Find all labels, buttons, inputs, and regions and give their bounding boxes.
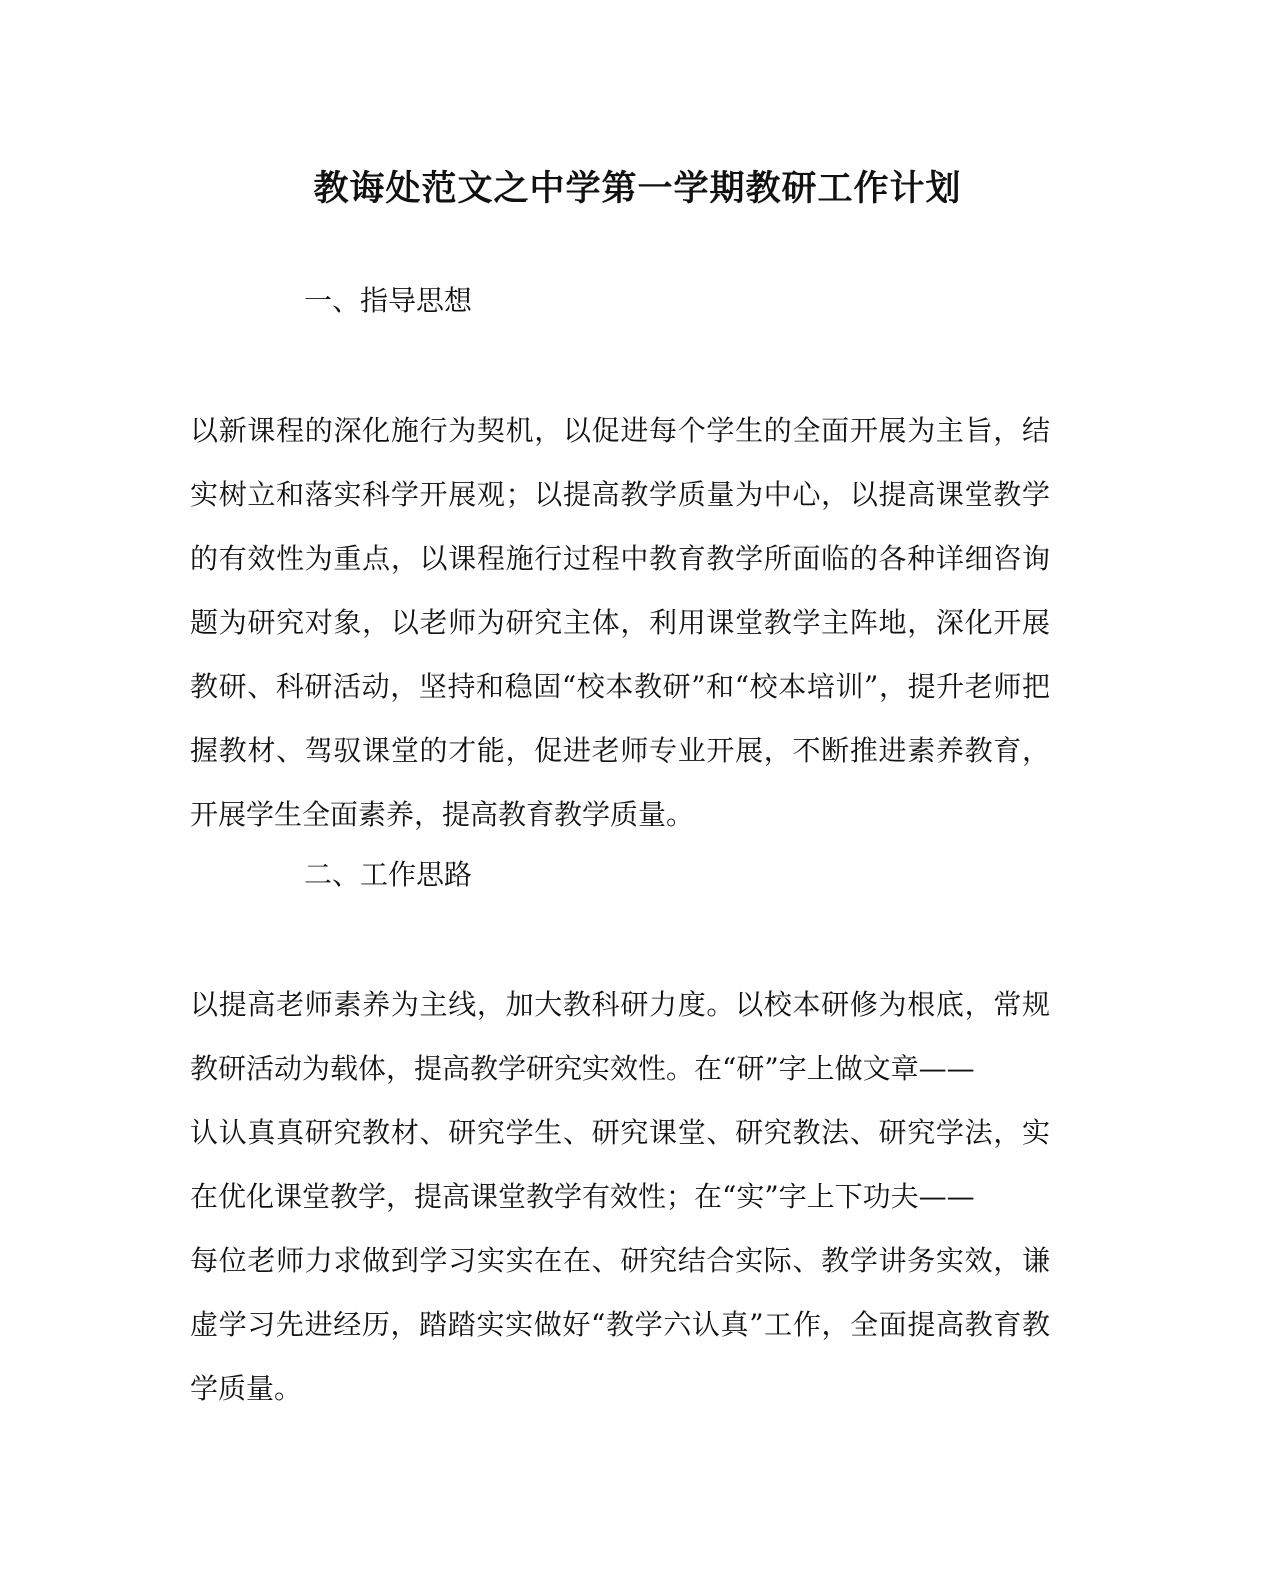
paragraph-line: 虚学习先进经历，踏踏实实做好“教学六认真”工作，全面提高教育教 bbox=[190, 1308, 1050, 1341]
paragraph-line: 握教材、驾驭课堂的才能，促进老师专业开展，不断推进素养教育， bbox=[190, 734, 1050, 767]
section-heading-guiding-thought: 一、指导思想 bbox=[304, 284, 473, 317]
paragraph-line: 在优化课堂教学，提高课堂教学有效性；在“实”字上下功夫—— bbox=[190, 1180, 975, 1213]
paragraph-line: 的有效性为重点，以课程施行过程中教育教学所面临的各种详细咨询 bbox=[190, 542, 1050, 575]
paragraph-line: 每位老师力求做到学习实实在在、研究结合实际、教学讲务实效，谦 bbox=[190, 1244, 1050, 1277]
paragraph-line: 以提高老师素养为主线，加大教科研力度。以校本研修为根底，常规 bbox=[190, 988, 1050, 1021]
section-heading-work-approach: 二、工作思路 bbox=[304, 858, 473, 891]
paragraph-line: 题为研究对象，以老师为研究主体，利用课堂教学主阵地，深化开展 bbox=[190, 606, 1050, 639]
paragraph-line: 学质量。 bbox=[190, 1372, 303, 1405]
paragraph-line: 实树立和落实科学开展观；以提高教学质量为中心，以提高课堂教学 bbox=[190, 478, 1050, 511]
document-title: 教诲处范文之中学第一学期教研工作计划 bbox=[313, 168, 962, 209]
paragraph-line: 以新课程的深化施行为契机，以促进每个学生的全面开展为主旨，结 bbox=[190, 414, 1050, 447]
paragraph-line: 开展学生全面素养，提高教育教学质量。 bbox=[190, 798, 695, 831]
paragraph-line: 认认真真研究教材、研究学生、研究课堂、研究教法、研究学法，实 bbox=[190, 1116, 1050, 1149]
paragraph-line: 教研、科研活动，坚持和稳固“校本教研”和“校本培训”，提升老师把 bbox=[190, 670, 1050, 703]
paragraph-line: 教研活动为载体，提高教学研究实效性。在“研”字上做文章—— bbox=[190, 1052, 975, 1085]
